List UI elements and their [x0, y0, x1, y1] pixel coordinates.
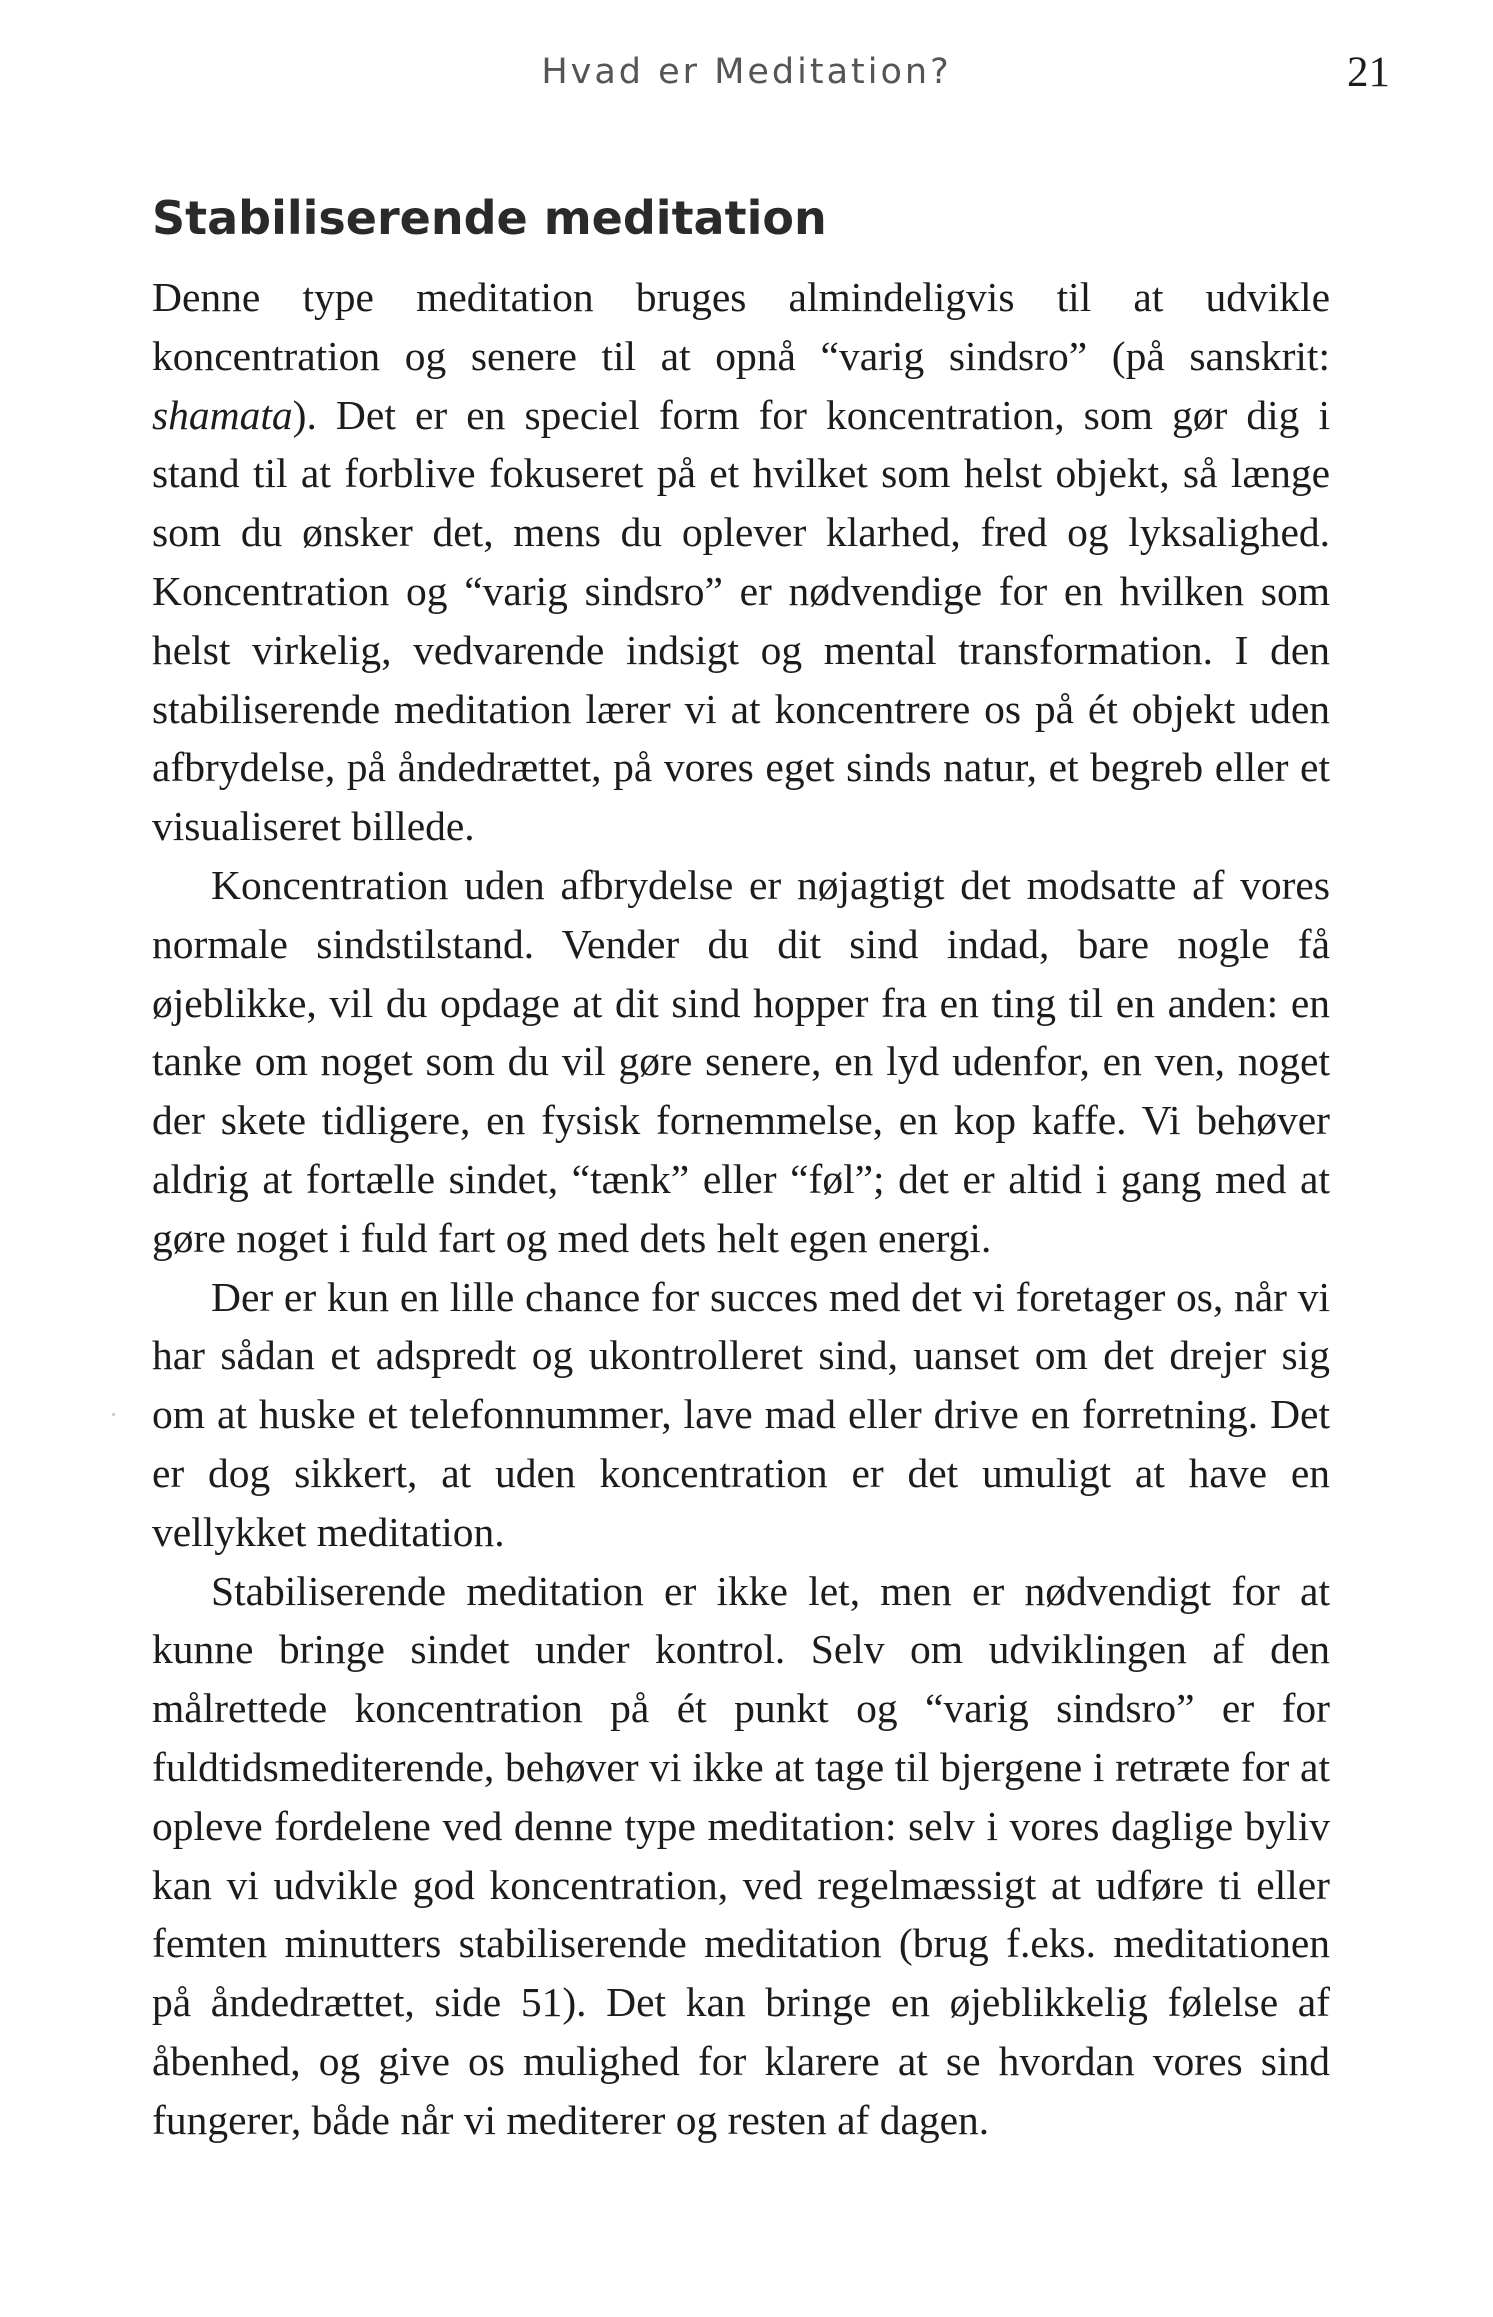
- page-body: [152, 190, 1330, 2150]
- paragraph-1: [152, 268, 1330, 856]
- running-title: Hvad er Meditation?: [541, 52, 952, 92]
- scan-speck: [112, 1413, 115, 1416]
- running-header: [0, 48, 1493, 108]
- paragraph-4: Stabiliserende meditation er ikke let, men er nødvendigt for at kunne bringe sindet under kontrol. Selv om udviklingen af den målrettede koncentration på ét punkt og “varig sindsro” er for fuldtidsmediterende, behøver vi ikke at tage til bjergene i retræte for at opleve fordelene ved denne type meditation: selv i vores daglige byliv kan vi udvikle god koncentration, ved regelmæssigt at udføre ti eller femten minutters stabiliserende meditation (brug f.eks. meditationen på åndedrættet, side 51). Det kan bringe en øjeblikkelig følelse af åbenhed, og give os mulighed for klarere at se hvordan vores sind fungerer, både når vi mediterer og resten af dagen.: [152, 1567, 1330, 2143]
- paragraph-1-text-b: ). Det er en speciel form for koncentration, som gør dig i stand til at forblive fokuseret på et hvilket som helst objekt, så længe som du ønsker det, mens du oplever klarhed, fred og lyksalighed. Koncentration og “varig sindsro” er nødvendige for en hvilken som helst virkelig, vedvarende indsigt og mental transformation. I den stabiliserende meditation lærer vi at koncentrere os på ét objekt uden afbrydelse, på åndedrættet, på vores eget sinds natur, et begreb eller et visualiseret billede.: [152, 391, 1330, 850]
- paragraph-1-term-shamata: shamata: [152, 391, 293, 438]
- paragraph-3: Der er kun en lille chance for succes med det vi foretager os, når vi har sådan et adspredt og ukontrolleret sind, uanset om det drejer sig om at huske et telefonnummer, lave mad eller drive en forretning. Det er dog sikkert, at uden koncentration er det umuligt at have en vellykket meditation.: [152, 1273, 1330, 1555]
- paragraph-2: Koncentration uden afbrydelse er nøjagtigt det modsatte af vores normale sindstilstand. Vender du dit sind indad, bare nogle få øjeblikke, vil du opdage at dit sind hopper fra en ting til en anden: en tanke om noget som du vil gøre senere, en lyd udenfor, en ven, noget der skete tidligere, en fysisk fornemmelse, en kop kaffe. Vi behøver aldrig at fortælle sindet, “tænk” eller “føl”; det er altid i gang med at gøre noget i fuld fart og med dets helt egen energi.: [152, 861, 1330, 1261]
- paragraph-1-text-a: Denne type meditation bruges almindeligvis til at udvikle koncentration og senere til at opnå “varig sindsro” (på sanskrit:: [152, 274, 1330, 379]
- page-number: 21: [1347, 49, 1390, 96]
- section-heading: Stabiliserende meditation: [152, 191, 827, 245]
